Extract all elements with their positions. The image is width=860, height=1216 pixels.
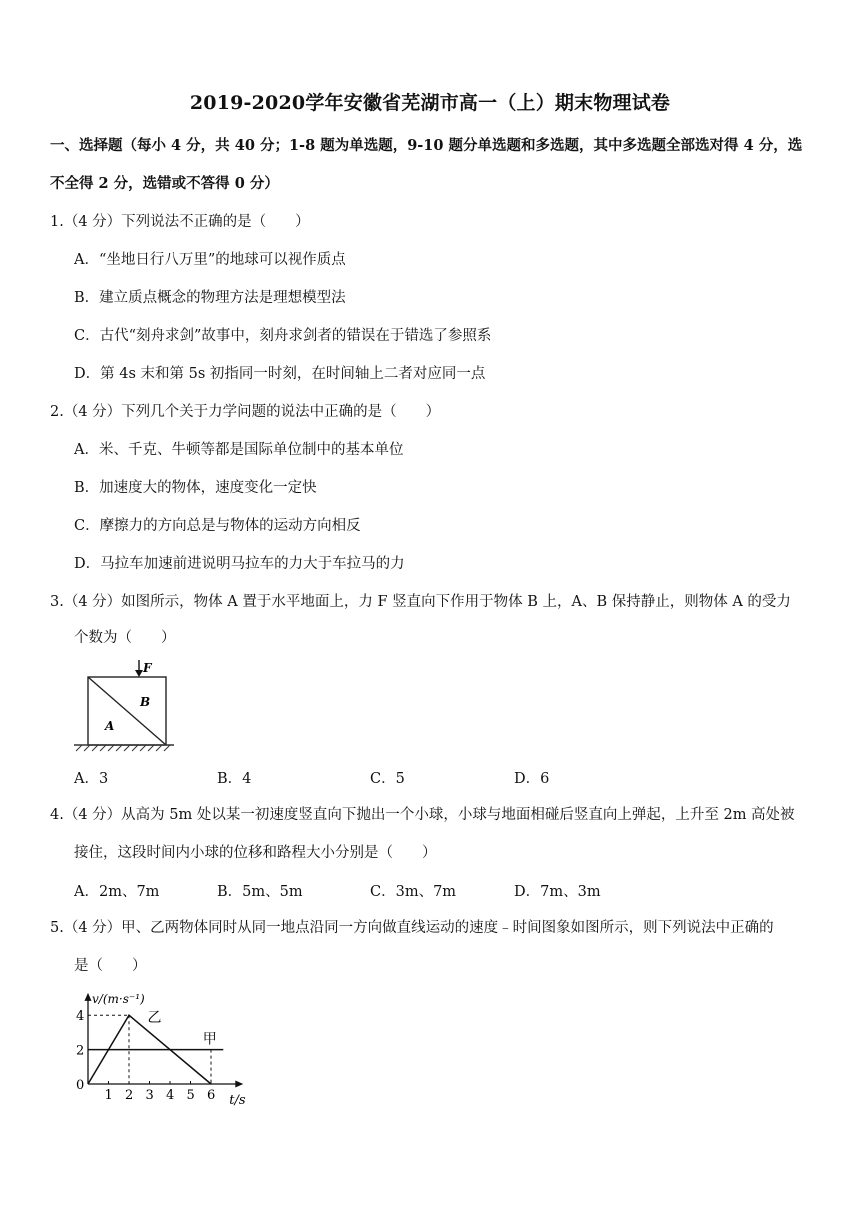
- vt-graph: [60, 984, 260, 1108]
- question-2-option-b: B．加速度大的物体，速度变化一定快: [74, 480, 317, 496]
- question-5-stem-line1: 5.（4 分）甲、乙两物体同时从同一地点沿同一方向做直线运动的速度﹣时间图象如图所示，则下列说法中正确的: [50, 920, 774, 936]
- y-axis-arrow: [85, 993, 92, 1001]
- x-tick-label: 2: [125, 1088, 134, 1103]
- x-tick-label: 1: [104, 1088, 113, 1103]
- question-4-option-a: A．2m、7m: [74, 884, 160, 900]
- question-4-options: [74, 880, 674, 900]
- question-3-option-c: C．5: [370, 771, 405, 787]
- question-1-option-d: D．第 4s 末和第 5s 初指同一时刻，在时间轴上二者对应同一点: [74, 366, 486, 382]
- question-4-option-d: D．7m、3m: [514, 884, 601, 900]
- question-1-option-a: A．“坐地日行八万里”的地球可以视作质点: [74, 252, 346, 268]
- y-tick-label: 0: [76, 1078, 85, 1093]
- question-1-option-c: C．古代“刻舟求剑”故事中，刻舟求剑者的错误在于错选了参照系: [74, 328, 492, 344]
- question-3-option-d: D．6: [514, 771, 550, 787]
- question-2-option-c: C．摩擦力的方向总是与物体的运动方向相反: [74, 518, 361, 534]
- question-4-option-b: B．5m、5m: [217, 884, 303, 900]
- question-1-option-b: B．建立质点概念的物理方法是理想模型法: [74, 290, 346, 306]
- section-heading-line1: 一、选择题（每小 4 分，共 40 分；1-8 题为单选题，9-10 题分单选题和多选题，其中多选题全部选对得 4 分，选: [50, 137, 803, 154]
- series-label-jia: 甲: [202, 1031, 217, 1048]
- ground-hatching: [74, 745, 174, 751]
- series-label-yi: 乙: [147, 1010, 162, 1027]
- question-2-option-d: D．马拉车加速前进说明马拉车的力大于车拉马的力: [74, 556, 405, 572]
- diagonal-interface: [88, 677, 166, 745]
- section-heading-line2: 不全得 2 分，选错或不答得 0 分）: [50, 175, 279, 192]
- question-3-option-a: A．3: [74, 771, 109, 787]
- question-5-stem-line2: 是（ ）: [74, 958, 147, 974]
- question-4-stem-line1: 4.（4 分）从高为 5m 处以某一初速度竖直向下抛出一个小球，小球与地面相碰后竖直向上弹起，上升至 2m 高处被: [50, 807, 795, 823]
- question-4-option-c: C．3m、7m: [370, 884, 457, 900]
- x-tick-label: 4: [166, 1088, 175, 1103]
- x-tick-label: 5: [186, 1088, 195, 1103]
- y-axis-label: v/(m·s⁻¹): [92, 991, 145, 1006]
- question-3-stem-line2: 个数为（ ）: [74, 630, 176, 646]
- y-tick-label: 4: [76, 1009, 85, 1025]
- x-axis-label: t/s: [229, 1093, 246, 1108]
- question-1-stem: 1.（4 分）下列说法不正确的是（ ）: [50, 214, 310, 230]
- question-3-stem-line1: 3.（4 分）如图所示，物体 A 置于水平地面上，力 F 竖直向下作用于物体 B 上，A、B 保持静止，则物体 A 的受力: [50, 594, 791, 610]
- x-axis-arrow: [235, 1081, 243, 1088]
- x-tick-label: 6: [207, 1088, 216, 1103]
- x-tick-label: 3: [145, 1088, 154, 1103]
- force-label: F: [143, 661, 152, 675]
- block-b-label: B: [140, 695, 151, 709]
- question-3-options: [74, 767, 674, 787]
- force-arrow: [135, 660, 143, 677]
- question-2-stem: 2.（4 分）下列几个关于力学问题的说法中正确的是（ ）: [50, 404, 441, 420]
- question-2-option-a: A．米、千克、牛顿等都是国际单位制中的基本单位: [74, 442, 404, 458]
- block-a-label: A: [105, 719, 115, 733]
- y-tick-label: 2: [76, 1043, 85, 1059]
- question-4-stem-line2: 接住，这段时间内小球的位移和路程大小分别是（ ）: [74, 845, 437, 861]
- question-3-figure: [70, 656, 180, 754]
- question-3-option-b: B．4: [217, 771, 252, 787]
- page-title: 2019-2020学年安徽省芜湖市高一（上）期末物理试卷: [189, 92, 671, 114]
